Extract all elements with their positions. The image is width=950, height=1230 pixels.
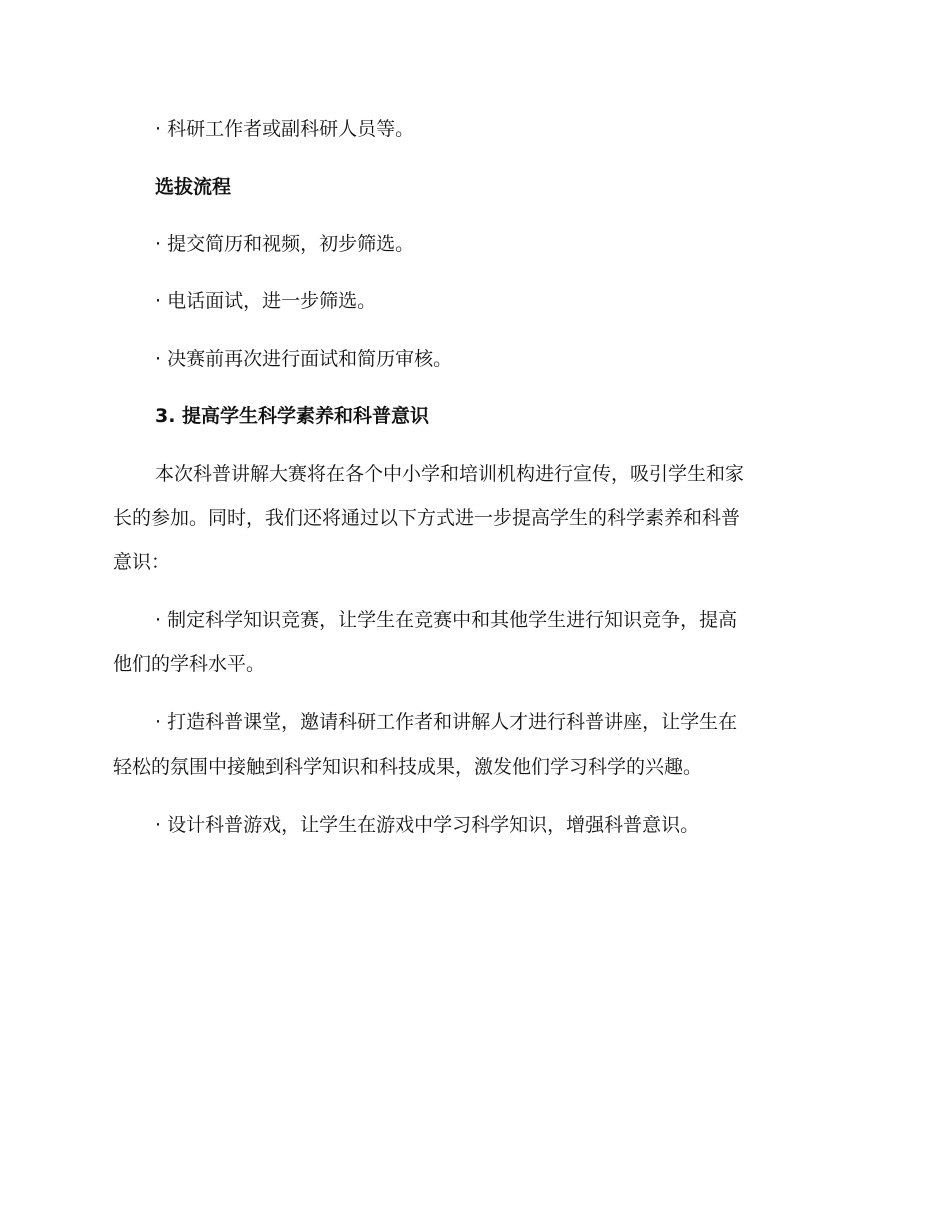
paragraph-line-1: 本次科普讲解大赛将在各个中小学和培训机构进行宣传，吸引学生和家 [155, 463, 745, 485]
bullet-competition-line-2: 他们的学科水平。 [113, 653, 266, 675]
bullet-games: · 设计科普游戏，让学生在游戏中学习科学知识，增强科普意识。 [155, 814, 700, 836]
bullet-final-interview: · 决赛前再次进行面试和简历审核。 [155, 348, 453, 370]
paragraph-line-2: 长的参加。同时，我们还将通过以下方式进一步提高学生的科学素养和科普 [113, 507, 741, 529]
bullet-researchers: · 科研工作者或副科研人员等。 [155, 118, 415, 140]
bullet-phone-interview: · 电话面试，进一步筛选。 [155, 290, 377, 312]
bullet-competition-line-1: · 制定科学知识竞赛，让学生在竞赛中和其他学生进行知识竞争，提高 [155, 609, 738, 631]
bullet-classroom-line-2: 轻松的氛围中接触到科学知识和科技成果，激发他们学习科学的兴趣。 [113, 756, 703, 778]
bullet-classroom-line-1: · 打造科普课堂，邀请科研工作者和讲解人才进行科普讲座，让学生在 [155, 711, 738, 733]
bullet-submit-resume: · 提交简历和视频，初步筛选。 [155, 233, 415, 255]
section-heading-selection-process: 选拔流程 [155, 176, 232, 198]
paragraph-line-3: 意识： [113, 551, 171, 573]
section-heading-3: 3. 提高学生科学素养和科普意识 [155, 405, 430, 427]
